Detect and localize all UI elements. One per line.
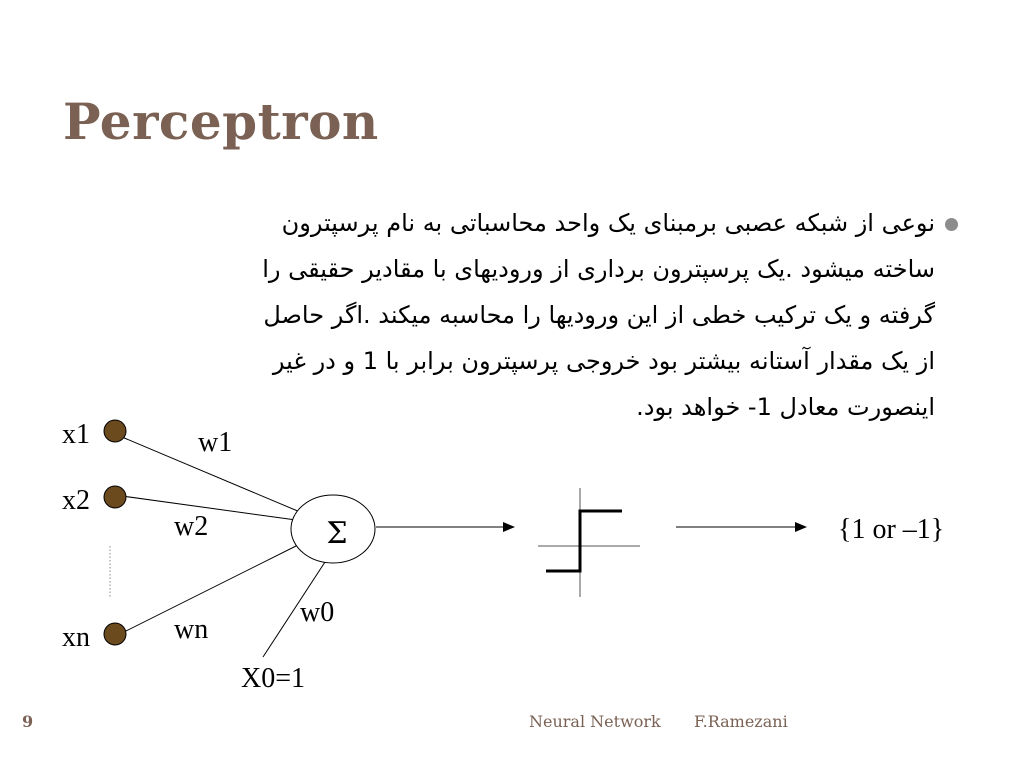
input-node-x2 — [104, 486, 126, 508]
weight-label-w0: w0 — [300, 597, 335, 628]
body-line-5: اینصورت معادل 1- خواهد بود. — [636, 393, 935, 421]
body-line-2: ساخته میشود .یک پرسپترون برداری از ورودیهای با مقادیر حقیقی را — [262, 255, 935, 283]
edge-xn-sum — [122, 545, 298, 633]
weight-label-wn: wn — [174, 614, 209, 645]
sum-symbol: Σ — [326, 516, 348, 551]
input-label-x2: x2 — [62, 485, 90, 516]
input-label-xn: xn — [62, 622, 90, 653]
weight-label-w2: w2 — [174, 511, 209, 542]
footer-author: F.Ramezani — [694, 712, 788, 731]
input-node-xn — [104, 623, 126, 645]
output-label: {1 or –1} — [838, 514, 945, 545]
body-line-4: از یک مقدار آستانه بیشتر بود خروجی پرسپترون برابر با 1 و در غیر — [272, 347, 935, 375]
weight-label-w1: w1 — [198, 427, 233, 458]
input-node-x1 — [104, 420, 126, 442]
bias-input-label: X0=1 — [241, 663, 306, 694]
step-function-graph — [538, 488, 640, 597]
page-number: 9 — [22, 712, 34, 731]
step-curve — [546, 511, 622, 571]
body-line-1: نوعی از شبکه عصبی برمبنای یک واحد محاسباتی به نام پرسپترون — [281, 209, 935, 237]
body-line-3: گرفته و یک ترکیب خطی از این ورودیها را محاسبه میکند .اگر حاصل — [263, 301, 935, 329]
slide-title: Perceptron — [63, 92, 379, 151]
footer-title: Neural Network — [529, 712, 661, 731]
input-label-x1: x1 — [62, 419, 90, 450]
